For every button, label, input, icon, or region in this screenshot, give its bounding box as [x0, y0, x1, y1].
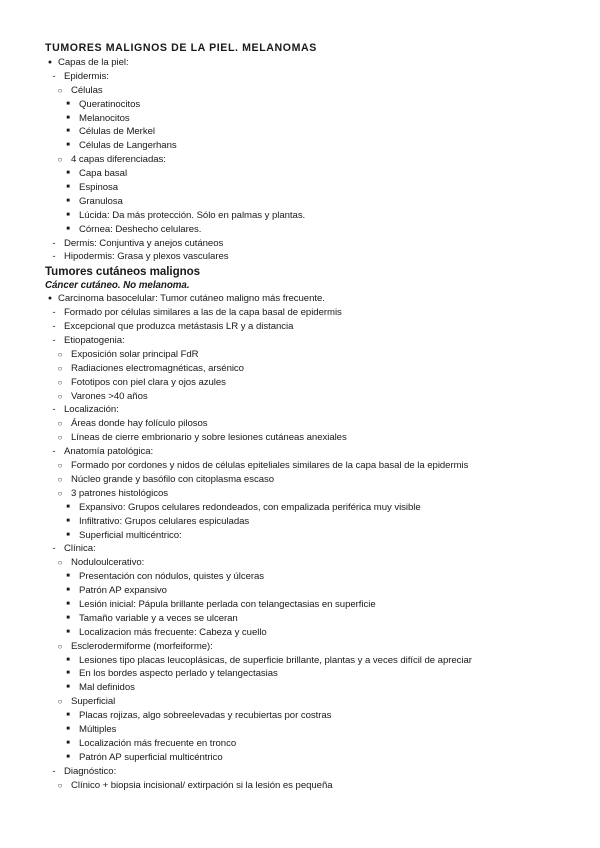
line-text: Localización más frecuente en tronco — [79, 737, 237, 749]
line-text: Expansivo: Grupos celulares redondeados, con empalizada periférica muy visible — [79, 501, 421, 513]
bullet-marker: ■ — [66, 670, 70, 677]
line-text: Núcleo grande y basófilo con citoplasma escaso — [71, 473, 275, 485]
line-text: Melanocitos — [79, 112, 130, 124]
bullet-marker: ■ — [66, 725, 70, 732]
list-item — [0, 765, 600, 779]
bullet-marker: ○ — [57, 391, 63, 401]
line-text: 3 patrones histológicos — [71, 487, 168, 499]
bullet-marker: - — [52, 446, 56, 458]
bullet-marker: ● — [47, 59, 53, 66]
list-item — [0, 209, 600, 223]
list-item — [0, 654, 600, 668]
line-text: Excepcional que produzca metástasis LR y a distancia — [64, 321, 294, 333]
line-text: Tamaño variable y a veces se ulceran — [79, 612, 238, 624]
list-item — [0, 390, 600, 404]
line-text: Diagnóstico: — [64, 765, 117, 777]
list-item — [0, 556, 600, 570]
line-text: Queratinocitos — [79, 98, 141, 110]
bullet-marker: ○ — [57, 780, 63, 790]
list-item — [0, 695, 600, 709]
list-item — [0, 667, 600, 681]
list-item — [0, 195, 600, 209]
bullet-marker: ○ — [57, 488, 63, 498]
bullet-marker: ■ — [66, 197, 70, 204]
line-text: Mal definidos — [79, 682, 135, 694]
line-text: Localización: — [64, 404, 119, 416]
list-item — [0, 84, 600, 98]
line-text: Córnea: Deshecho celulares. — [79, 223, 202, 235]
bullet-marker: ○ — [57, 558, 63, 568]
bullet-marker: ○ — [57, 697, 63, 707]
bullet-marker: ■ — [66, 614, 70, 621]
list-item — [0, 723, 600, 737]
list-item — [0, 431, 600, 445]
bullet-marker: ■ — [66, 739, 70, 746]
bullet-marker: ■ — [66, 100, 70, 107]
line-text: Áreas donde hay folículo pilosos — [71, 418, 208, 430]
bullet-marker: ■ — [66, 142, 70, 149]
bullet-marker: - — [52, 335, 56, 347]
document-page — [0, 40, 600, 792]
line-text: Clínica: — [64, 543, 96, 555]
list-item — [0, 56, 600, 70]
line-text: Noduloulcerativo: — [71, 557, 145, 569]
list-item — [0, 529, 600, 543]
line-text: Granulosa — [79, 195, 123, 207]
bullet-marker: ○ — [57, 461, 63, 471]
subheading-line — [0, 279, 600, 292]
page-title — [0, 40, 600, 56]
line-text: 4 capas diferenciadas: — [71, 154, 166, 166]
line-text: Esclerodermiforme (morfeiforme): — [71, 640, 213, 652]
list-item — [0, 459, 600, 473]
list-item — [0, 362, 600, 376]
bullet-marker: ○ — [57, 155, 63, 165]
bullet-marker: - — [52, 251, 56, 263]
list-item — [0, 125, 600, 139]
line-text: Líneas de cierre embrionario y sobre lesiones cutáneas anexiales — [71, 432, 347, 444]
line-text: Carcinoma basocelular: Tumor cutáneo maligno más frecuente. — [58, 293, 325, 305]
outline-list — [0, 56, 600, 792]
line-text: Superficial — [71, 696, 116, 708]
list-item — [0, 167, 600, 181]
list-item — [0, 584, 600, 598]
bullet-marker: ■ — [66, 531, 70, 538]
line-text: Epidermis: — [64, 70, 109, 82]
list-item — [0, 473, 600, 487]
bullet-marker: ■ — [66, 184, 70, 191]
bullet-marker: ■ — [66, 573, 70, 580]
bullet-marker: ○ — [57, 377, 63, 387]
line-text: Patrón AP superficial multicéntrico — [79, 751, 223, 763]
bullet-marker: ○ — [57, 433, 63, 443]
line-text: Localizacion más frecuente: Cabeza y cuello — [79, 626, 267, 638]
list-item — [0, 348, 600, 362]
line-text: Cáncer cutáneo. No melanoma. — [45, 280, 190, 292]
bullet-marker: ■ — [66, 128, 70, 135]
line-text: Células de Langerhans — [79, 140, 177, 152]
line-text: Formado por células similares a las de la capa basal de epidermis — [64, 307, 342, 319]
bullet-marker: ■ — [66, 656, 70, 663]
bullet-marker: ■ — [66, 600, 70, 607]
bullet-marker: ○ — [57, 363, 63, 373]
list-item — [0, 70, 600, 84]
bullet-marker: ○ — [57, 85, 63, 95]
list-item — [0, 181, 600, 195]
list-item — [0, 681, 600, 695]
list-item — [0, 376, 600, 390]
line-text: Lesión inicial: Pápula brillante perlada con telangectasias en superficie — [79, 598, 376, 610]
page-title-text: TUMORES MALIGNOS DE LA PIEL. MELANOMAS — [45, 42, 317, 54]
list-item — [0, 153, 600, 167]
line-text: Capas de la piel: — [58, 57, 129, 68]
list-item — [0, 306, 600, 320]
list-item — [0, 403, 600, 417]
line-text: Exposición solar principal FdR — [71, 348, 199, 360]
line-text: Patrón AP expansivo — [79, 585, 167, 597]
bullet-marker: ■ — [66, 114, 70, 121]
list-item — [0, 417, 600, 431]
bullet-marker: ■ — [66, 170, 70, 177]
list-item — [0, 570, 600, 584]
bullet-marker: ■ — [66, 684, 70, 691]
line-text: Múltiples — [79, 723, 117, 735]
list-item — [0, 98, 600, 112]
line-text: Lúcida: Da más protección. Sólo en palmas y plantas. — [79, 209, 306, 221]
line-text: Tumores cutáneos malignos — [45, 265, 201, 279]
bullet-marker: ○ — [57, 474, 63, 484]
list-item — [0, 139, 600, 153]
list-item — [0, 751, 600, 765]
bullet-marker: - — [52, 321, 56, 333]
line-text: Etiopatogenia: — [64, 335, 125, 347]
list-item — [0, 598, 600, 612]
bullet-marker: ○ — [57, 349, 63, 359]
line-text: Presentación con nódulos, quistes y úlceras — [79, 571, 265, 583]
list-item — [0, 542, 600, 556]
list-item — [0, 223, 600, 237]
line-text: Células de Merkel — [79, 126, 155, 138]
bullet-marker: - — [52, 543, 56, 555]
list-item — [0, 112, 600, 126]
line-text: Dermis: Conjuntiva y anejos cutáneos — [64, 237, 224, 249]
list-item — [0, 626, 600, 640]
bullet-marker: ○ — [57, 419, 63, 429]
list-item — [0, 237, 600, 251]
list-item — [0, 709, 600, 723]
list-item — [0, 320, 600, 334]
list-item — [0, 737, 600, 751]
list-item — [0, 334, 600, 348]
line-text: Capa basal — [79, 168, 128, 180]
list-item — [0, 612, 600, 626]
line-text: Hipodermis: Grasa y plexos vasculares — [64, 251, 229, 263]
bullet-marker: ■ — [66, 628, 70, 635]
heading-line — [0, 264, 600, 279]
list-item — [0, 640, 600, 654]
bullet-marker: ■ — [66, 753, 70, 760]
line-text: Anatomía patológica: — [64, 446, 154, 458]
line-text: Lesiones tipo placas leucoplásicas, de superficie brillante, plantas y a veces difícil de apreciar — [79, 654, 472, 666]
bullet-marker: ■ — [66, 211, 70, 218]
line-text: Placas rojizas, algo sobreelevadas y recubiertas por costras — [79, 710, 332, 722]
line-text: Infiltrativo: Grupos celulares espiculadas — [79, 515, 250, 527]
bullet-marker: - — [52, 307, 56, 319]
bullet-marker: - — [52, 70, 56, 82]
bullet-marker: ■ — [66, 517, 70, 524]
bullet-marker: - — [52, 765, 56, 777]
bullet-marker: ■ — [66, 225, 70, 232]
list-item — [0, 250, 600, 264]
line-text: Superficial multicéntrico: — [79, 529, 182, 541]
bullet-marker: - — [52, 404, 56, 416]
list-item — [0, 779, 600, 793]
bullet-marker: ○ — [57, 641, 63, 651]
list-item — [0, 515, 600, 529]
line-text: Radiaciones electromagnéticas, arsénico — [71, 362, 244, 374]
line-text: Formado por cordones y nidos de células epiteliales similares de la capa basal de la epidermis — [71, 460, 469, 472]
list-item — [0, 445, 600, 459]
bullet-marker: ■ — [66, 712, 70, 719]
bullet-marker: ■ — [66, 503, 70, 510]
line-text: Varones >40 años — [71, 390, 148, 402]
line-text: Células — [71, 84, 103, 96]
line-text: Espinosa — [79, 182, 119, 194]
bullet-marker: ■ — [66, 587, 70, 594]
bullet-marker: - — [52, 237, 56, 249]
bullet-marker: ● — [47, 295, 53, 303]
line-text: Fototipos con piel clara y ojos azules — [71, 376, 226, 388]
list-item — [0, 487, 600, 501]
list-item — [0, 292, 600, 306]
line-text: Clínico + biopsia incisional/ extirpación si la lesión es pequeña — [71, 779, 333, 791]
list-item — [0, 501, 600, 515]
line-text: En los bordes aspecto perlado y telangectasias — [79, 668, 278, 680]
